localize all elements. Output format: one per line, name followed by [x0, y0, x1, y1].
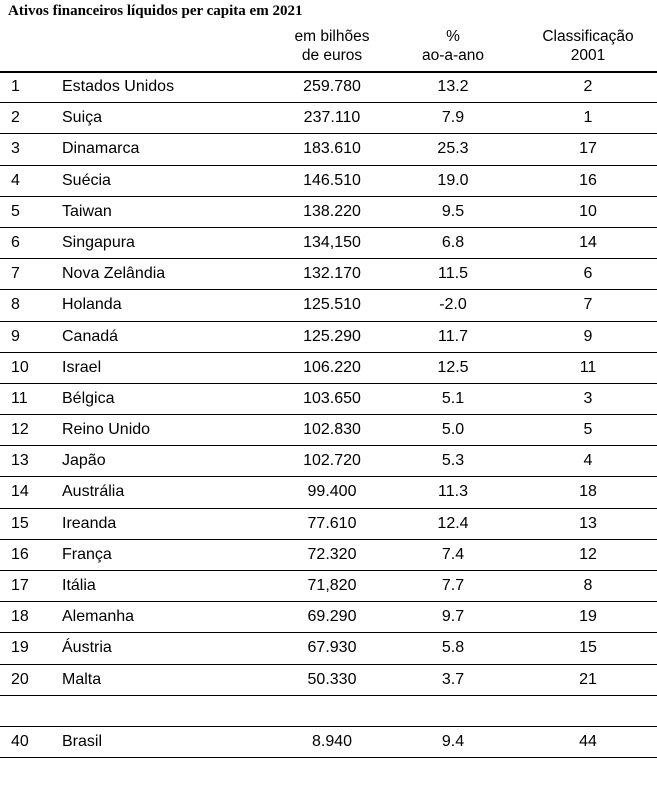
cell-value: 132.170	[303, 265, 361, 283]
cell-rank: 10	[11, 358, 29, 376]
header-value	[266, 27, 398, 65]
cell-rank2001: 10	[579, 202, 597, 220]
table-row	[0, 540, 657, 571]
cell-pct: 5.1	[441, 389, 465, 407]
cell-pct: 13.2	[437, 78, 469, 95]
cell-value: 102.830	[303, 421, 361, 439]
cell-rank: 2	[11, 109, 20, 127]
table-row	[0, 665, 657, 696]
cell-pct: 9.4	[441, 732, 465, 750]
table-row-brazil	[0, 727, 657, 758]
cell-pct: 5.3	[441, 452, 465, 470]
cell-country: Suécia	[62, 171, 111, 189]
cell-rank2001: 21	[579, 670, 597, 688]
header-pct-line2: ao-a-ano	[421, 47, 485, 64]
cell-country: Malta	[62, 670, 102, 688]
cell-value: 134,150	[303, 233, 361, 251]
cell-rank2001: 13	[579, 514, 597, 532]
cell-pct: 9.7	[441, 608, 465, 626]
cell-rank2001: 44	[579, 732, 597, 750]
cell-pct: 5.0	[441, 421, 465, 439]
cell-value: 138.220	[303, 202, 361, 220]
table-row	[0, 197, 657, 228]
cell-pct: 11.7	[438, 327, 468, 345]
cell-value: 77.610	[307, 514, 357, 532]
cell-country: Estados Unidos	[62, 78, 175, 95]
cell-rank2001: 14	[579, 233, 597, 251]
table-row	[0, 72, 657, 103]
cell-rank: 16	[11, 545, 29, 563]
cell-value: 125.510	[303, 296, 361, 314]
cell-country: França	[62, 545, 112, 563]
cell-rank2001: 5	[583, 421, 593, 439]
header-rank-2001	[522, 27, 654, 65]
cell-pct: 25.3	[437, 140, 469, 158]
table-row	[0, 477, 657, 508]
cell-country: Nova Zelândia	[62, 265, 166, 283]
cell-rank: 5	[11, 202, 20, 220]
table-row	[0, 103, 657, 134]
cell-pct: 11.5	[438, 265, 468, 283]
cell-rank2001: 17	[579, 140, 597, 158]
cell-country: Taiwan	[62, 202, 112, 220]
table-row	[0, 353, 657, 384]
cell-rank: 9	[11, 327, 20, 345]
cell-rank2001: 9	[583, 327, 593, 345]
cell-country: Bélgica	[62, 389, 115, 407]
cell-rank2001: 19	[579, 608, 597, 626]
cell-pct: 19.0	[437, 171, 469, 189]
table-row	[0, 446, 657, 477]
cell-pct: 7.4	[441, 545, 465, 563]
cell-rank: 1	[11, 78, 20, 95]
header-rank-line1: Classificação	[542, 28, 634, 45]
cell-rank: 7	[11, 265, 20, 283]
cell-rank2001: 3	[583, 389, 593, 407]
header-pct-line1: %	[446, 28, 460, 45]
cell-pct: 7.9	[441, 109, 465, 127]
cell-country: Austrália	[62, 483, 125, 501]
cell-rank: 17	[11, 577, 29, 594]
cell-rank2001: 8	[583, 577, 593, 594]
table-body	[0, 72, 657, 758]
cell-country: Itália	[62, 577, 96, 594]
table-row	[0, 602, 657, 633]
cell-country: Canadá	[62, 327, 119, 345]
cell-rank2001: 1	[583, 109, 593, 127]
cell-country: Holanda	[62, 296, 122, 314]
cell-pct: -2.0	[439, 296, 467, 314]
cell-rank: 6	[11, 233, 20, 251]
cell-rank2001: 11	[579, 358, 597, 376]
cell-value: 69.290	[307, 608, 357, 626]
table-row	[0, 322, 657, 353]
cell-country: Reino Unido	[62, 421, 151, 439]
cell-country: Brasil	[62, 732, 103, 750]
cell-rank: 19	[11, 639, 29, 657]
cell-rank: 11	[11, 389, 28, 407]
table-row	[0, 509, 657, 540]
cell-pct: 7.7	[441, 577, 465, 594]
cell-value: 146.510	[303, 171, 361, 189]
cell-pct: 12.4	[437, 514, 469, 532]
cell-pct: 11.3	[438, 483, 468, 501]
header-pct	[388, 27, 518, 65]
cell-rank2001: 2	[583, 78, 593, 95]
cell-value: 106.220	[303, 358, 361, 376]
cell-value: 125.290	[303, 327, 361, 345]
table-row	[0, 228, 657, 259]
cell-rank: 12	[11, 421, 29, 439]
table-row	[0, 134, 657, 165]
cell-rank: 8	[11, 296, 20, 314]
cell-rank: 18	[11, 608, 29, 626]
table-row	[0, 166, 657, 197]
table-row	[0, 290, 657, 321]
cell-value: 259.780	[303, 78, 361, 95]
table-row	[0, 259, 657, 290]
cell-country: Ireanda	[62, 514, 117, 532]
table-gap-row	[0, 696, 657, 727]
cell-rank2001: 7	[583, 296, 593, 314]
cell-value: 71,820	[307, 577, 357, 594]
cell-rank2001: 6	[583, 265, 593, 283]
cell-rank: 14	[11, 483, 29, 501]
table-row	[0, 384, 657, 415]
cell-value: 237.110	[303, 109, 361, 127]
header-rank-line2: 2001	[570, 47, 606, 64]
cell-value: 103.650	[303, 389, 361, 407]
cell-rank: 40	[11, 732, 29, 750]
cell-country: Áustria	[62, 639, 112, 657]
cell-value: 50.330	[307, 670, 357, 688]
cell-value: 99.400	[307, 483, 357, 501]
table-title: Ativos financeiros líquidos per capita em 2021	[8, 3, 303, 19]
cell-rank: 15	[11, 514, 29, 532]
cell-rank2001: 18	[579, 483, 597, 501]
cell-pct: 3.7	[441, 670, 465, 688]
cell-country: Suiça	[62, 109, 103, 127]
cell-country: Dinamarca	[62, 140, 140, 158]
table-row	[0, 571, 657, 602]
header-value-line2: de euros	[301, 47, 363, 64]
cell-value: 183.610	[303, 140, 361, 158]
cell-pct: 6.8	[441, 233, 465, 251]
table-row	[0, 633, 657, 664]
cell-value: 72.320	[307, 545, 357, 563]
cell-rank2001: 4	[583, 452, 593, 470]
cell-pct: 9.5	[441, 202, 465, 220]
cell-value: 67.930	[307, 639, 357, 657]
cell-rank: 20	[11, 670, 29, 688]
cell-rank2001: 12	[579, 545, 597, 563]
cell-value: 102.720	[303, 452, 361, 470]
cell-rank: 13	[11, 452, 29, 470]
cell-rank: 4	[11, 171, 20, 189]
cell-country: Singapura	[62, 233, 135, 251]
cell-country: Israel	[62, 358, 102, 376]
table-row	[0, 415, 657, 446]
header-value-line1: em bilhões	[294, 28, 370, 45]
cell-country: Alemanha	[62, 608, 135, 626]
cell-rank2001: 16	[579, 171, 597, 189]
cell-pct: 12.5	[437, 358, 469, 376]
cell-pct: 5.8	[441, 639, 465, 657]
cell-value: 8.940	[311, 732, 353, 750]
cell-rank2001: 15	[579, 639, 597, 657]
cell-rank: 3	[11, 140, 20, 158]
cell-country: Japão	[62, 452, 106, 470]
